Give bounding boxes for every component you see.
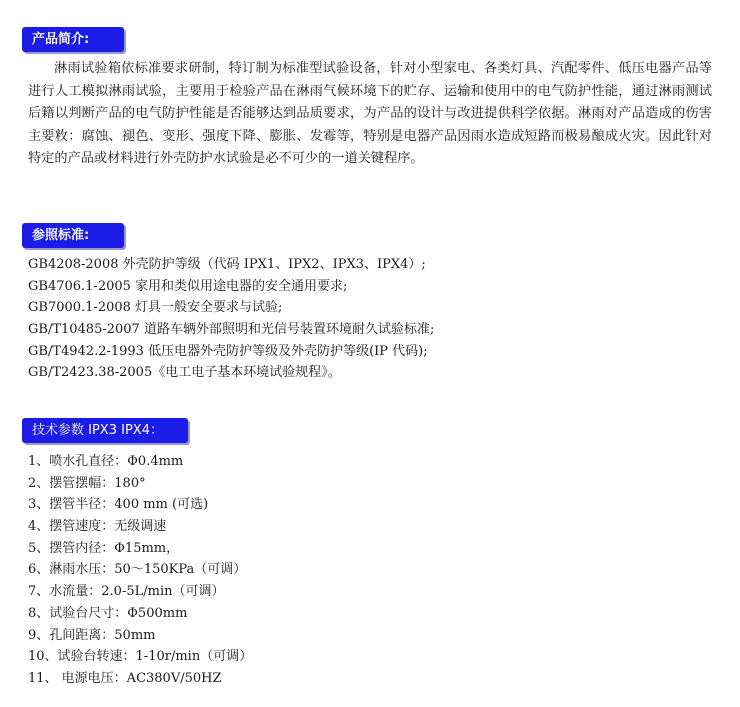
spec-item: 8、试验台尺寸：Φ500mm [28, 605, 188, 621]
spec-item: 1、喷水孔直径：Φ0.4mm [28, 454, 184, 469]
intro-paragraph: 淋雨试验箱依标准要求研制，特订制为标准型试验设备，针对小型家电、各类灯具、汽配零件、低压电器产品等进行人工模拟淋雨试验，主要用于检验产品在淋雨气候环境下的贮存、运输和使用中的电气防护性能，通过淋雨测试后籍以判断产品的电气防护性能是否能够达到品质要求，为产品的设计与改进提供科学依据。淋雨对产品造成的伤害主要敉：腐蚀、褪色、变形、强度下降、膨胀、发霉等，特别是电器产品因雨水造成短路而极易酿成火灾。因此针对特定的产品或材料进行外壳防护水试验是必不可少的一道关键程序。 [28, 61, 712, 166]
spec-item: 7、水流量：2.0-5L/min（可调） [28, 584, 225, 600]
standard-item: GB4706.1-2005 家用和类似用途电器的安全通用要求; [28, 278, 348, 294]
intro-section-title: 产品简介: [22, 27, 124, 52]
spec-item: 9、孔间距离：50mm [28, 627, 156, 643]
spec-item: 3、摆管半径：400 mm (可选) [28, 497, 209, 513]
standards-section-title: 参照标准: [22, 223, 124, 248]
standard-item: GB/T10485-2007 道路车辆外部照明和光信号装置环境耐久试验标准; [28, 322, 435, 338]
standard-item: GB7000.1-2008 灯具一般安全要求与试验; [28, 300, 283, 316]
standards-list [28, 254, 434, 384]
spec-item: 11、 电源电压：AC380V/50HZ [28, 670, 222, 686]
specs-list [28, 451, 252, 690]
standard-item: GB/T2423.38-2005《电工电子基本环境试验规程》。 [28, 365, 341, 381]
spec-item: 4、摆管速度：无级调速 [28, 519, 167, 535]
standard-item: GB/T4942.2-1993 低压电器外壳防护等级及外壳防护等级(IP 代码); [28, 343, 428, 359]
specs-section-title: 技术参数 IPX3 IPX4： [22, 418, 188, 443]
spec-item: 5、摆管内径：Φ15mm， [28, 540, 180, 556]
spec-item: 6、淋雨水压：50～150KPa（可调） [28, 562, 247, 578]
standard-item: GB4208-2008 外壳防护等级（代码 IPX1、IPX2、IPX3、IPX4）; [28, 257, 426, 272]
spec-item: 2、摆管摆幅：180° [28, 475, 146, 491]
spec-item: 10、试验台转速：1-10r/min（可调） [28, 649, 253, 665]
